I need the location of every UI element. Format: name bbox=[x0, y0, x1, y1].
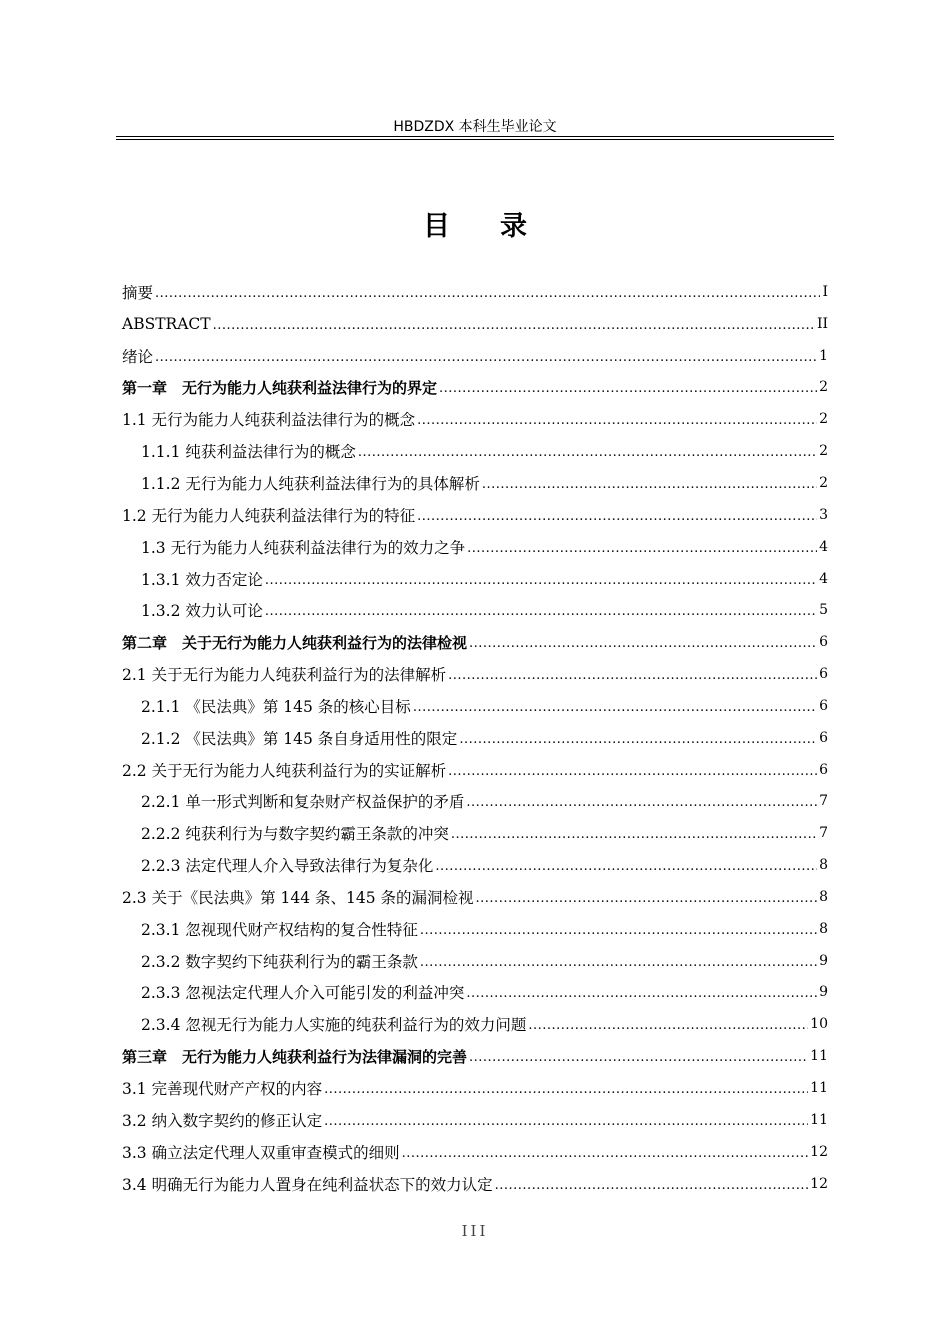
toc-entry-page: 3 bbox=[819, 506, 828, 523]
toc-leader-dots bbox=[402, 1143, 809, 1161]
toc-leader-dots bbox=[265, 570, 817, 588]
toc-leader-dots bbox=[448, 665, 817, 683]
toc-entry-label: ABSTRACT bbox=[122, 314, 211, 333]
toc-entry-page: 6 bbox=[819, 697, 828, 714]
toc-leader-dots bbox=[495, 1175, 809, 1193]
toc-entry-label: 1.1.1 纯获利益法律行为的概念 bbox=[141, 443, 356, 462]
toc-leader-dots bbox=[324, 1079, 808, 1097]
toc-entry[interactable] bbox=[122, 1136, 828, 1168]
toc-entry-label: 2.3 关于《民法典》第 144 条、145 条的漏洞检视 bbox=[122, 888, 474, 907]
toc-entry-page: 6 bbox=[819, 761, 828, 778]
toc-leader-dots bbox=[466, 983, 817, 1001]
toc-entry-page: 11 bbox=[810, 1111, 828, 1128]
toc-entry[interactable] bbox=[122, 340, 828, 372]
toc-entry[interactable] bbox=[122, 658, 828, 690]
toc-entry[interactable] bbox=[122, 372, 828, 404]
toc-entry[interactable] bbox=[122, 1104, 828, 1136]
toc-leader-dots bbox=[451, 824, 817, 842]
toc-entry-label: 2.1.2 《民法典》第 145 条自身适用性的限定 bbox=[141, 729, 458, 748]
toc-leader-dots bbox=[420, 952, 817, 970]
toc-entry-label: 2.1.1 《民法典》第 145 条的核心目标 bbox=[141, 697, 411, 716]
toc-entry-page: 11 bbox=[810, 1048, 828, 1065]
toc-leader-dots bbox=[467, 538, 817, 556]
toc-entry[interactable] bbox=[122, 626, 828, 658]
header-rule bbox=[116, 136, 834, 140]
footer-page-number: III bbox=[461, 1222, 489, 1240]
toc-entry-label: 1.2 无行为能力人纯获利益法律行为的特征 bbox=[122, 506, 416, 525]
toc-entry-page: 2 bbox=[819, 443, 828, 460]
toc-leader-dots bbox=[435, 856, 817, 874]
toc-leader-dots bbox=[448, 761, 817, 779]
toc-entry[interactable] bbox=[122, 977, 828, 1009]
toc-entry-page: 1 bbox=[819, 347, 828, 364]
toc-entry-page: 4 bbox=[819, 570, 828, 587]
toc-entry[interactable] bbox=[122, 849, 828, 881]
toc-entry-label: 2.2.1 单一形式判断和复杂财产权益保护的矛盾 bbox=[141, 793, 465, 812]
toc-entry-label: 2.1 关于无行为能力人纯获利益行为的法律解析 bbox=[122, 666, 447, 685]
toc-entry-label: 1.1 无行为能力人纯获利益法律行为的概念 bbox=[122, 411, 416, 430]
toc-entry-page: 2 bbox=[819, 379, 828, 396]
toc-entry-page: 5 bbox=[819, 602, 828, 619]
toc-entry-page: 4 bbox=[819, 538, 828, 555]
toc-entry-label: 摘要 bbox=[122, 283, 154, 302]
toc-entry[interactable] bbox=[122, 1072, 828, 1104]
toc-entry-label: 2.3.3 忽视法定代理人介入可能引发的利益冲突 bbox=[141, 984, 465, 1003]
toc-leader-dots bbox=[466, 792, 817, 810]
toc-entry-label: 2.2.3 法定代理人介入导致法律行为复杂化 bbox=[141, 857, 434, 876]
toc-entry[interactable] bbox=[122, 563, 828, 595]
toc-entry-label: 2.2 关于无行为能力人纯获利益行为的实证解析 bbox=[122, 761, 447, 780]
toc-leader-dots bbox=[324, 1111, 808, 1129]
toc-entry[interactable] bbox=[122, 435, 828, 467]
toc-entry-label: 2.3.1 忽视现代财产权结构的复合性特征 bbox=[141, 920, 418, 939]
toc-entry-page: 2 bbox=[819, 411, 828, 428]
toc-leader-dots bbox=[469, 633, 817, 651]
toc-leader-dots bbox=[155, 347, 817, 365]
toc-entry[interactable] bbox=[122, 276, 828, 308]
toc-entry-label: 2.3.4 忽视无行为能力人实施的纯获利益行为的效力问题 bbox=[141, 1016, 527, 1035]
toc-entry-page: 2 bbox=[819, 474, 828, 491]
toc-leader-dots bbox=[482, 474, 817, 492]
toc-entry[interactable] bbox=[122, 786, 828, 818]
toc-leader-dots bbox=[417, 410, 817, 428]
toc-entry[interactable] bbox=[122, 722, 828, 754]
toc-leader-dots bbox=[469, 1047, 808, 1065]
toc-entry-page: 7 bbox=[819, 793, 828, 810]
toc-entry-label: 3.4 明确无行为能力人置身在纯利益状态下的效力认定 bbox=[122, 1175, 493, 1194]
toc-entry[interactable] bbox=[122, 690, 828, 722]
toc-leader-dots bbox=[528, 1015, 808, 1033]
table-of-contents bbox=[122, 276, 828, 1199]
toc-entry-page: 9 bbox=[819, 952, 828, 969]
toc-entry-page: 6 bbox=[819, 729, 828, 746]
toc-entry-label: 第二章 关于无行为能力人纯获利益行为的法律检视 bbox=[122, 633, 468, 652]
toc-entry[interactable] bbox=[122, 945, 828, 977]
toc-entry[interactable] bbox=[122, 817, 828, 849]
toc-entry[interactable] bbox=[122, 308, 828, 340]
toc-entry-label: 绪论 bbox=[122, 347, 154, 366]
toc-entry[interactable] bbox=[122, 1008, 828, 1040]
toc-entry-page: 8 bbox=[819, 857, 828, 874]
toc-leader-dots bbox=[155, 283, 820, 301]
toc-entry-page: 7 bbox=[819, 825, 828, 842]
toc-entry-label: 第三章 无行为能力人纯获利益行为法律漏洞的完善 bbox=[122, 1047, 468, 1066]
toc-entry-page: 6 bbox=[819, 634, 828, 651]
toc-entry-page: 11 bbox=[810, 1080, 828, 1097]
toc-entry[interactable] bbox=[122, 499, 828, 531]
toc-leader-dots bbox=[459, 729, 817, 747]
toc-entry-page: 10 bbox=[810, 1016, 828, 1033]
toc-leader-dots bbox=[420, 920, 817, 938]
toc-leader-dots bbox=[213, 315, 815, 333]
toc-entry[interactable] bbox=[122, 531, 828, 563]
toc-title: 目录 bbox=[423, 211, 577, 242]
toc-entry[interactable] bbox=[122, 467, 828, 499]
toc-entry-label: 1.3 无行为能力人纯获利益法律行为的效力之争 bbox=[141, 538, 466, 557]
toc-entry-label: 3.3 确立法定代理人双重审查模式的细则 bbox=[122, 1143, 400, 1162]
toc-leader-dots bbox=[417, 506, 817, 524]
toc-entry-page: 9 bbox=[819, 984, 828, 1001]
toc-entry-page: 12 bbox=[810, 1175, 828, 1192]
toc-leader-dots bbox=[358, 442, 817, 460]
toc-leader-dots bbox=[476, 888, 818, 906]
toc-entry[interactable] bbox=[122, 1040, 828, 1072]
toc-entry[interactable] bbox=[122, 913, 828, 945]
toc-entry-page: 8 bbox=[819, 920, 828, 937]
toc-entry-page: II bbox=[816, 315, 828, 332]
toc-entry-page: 6 bbox=[819, 666, 828, 683]
toc-entry[interactable] bbox=[122, 594, 828, 626]
toc-entry[interactable] bbox=[122, 403, 828, 435]
toc-entry-label: 2.3.2 数字契约下纯获利行为的霸王条款 bbox=[141, 952, 418, 971]
toc-entry-label: 第一章 无行为能力人纯获利益法律行为的界定 bbox=[122, 378, 438, 397]
toc-entry[interactable] bbox=[122, 754, 828, 786]
toc-entry-label: 1.1.2 无行为能力人纯获利益法律行为的具体解析 bbox=[141, 474, 480, 493]
toc-entry-label: 3.1 完善现代财产产权的内容 bbox=[122, 1080, 323, 1099]
toc-leader-dots bbox=[265, 601, 817, 619]
toc-entry[interactable] bbox=[122, 1168, 828, 1200]
toc-entry-page: 8 bbox=[819, 888, 828, 905]
toc-entry-label: 1.3.1 效力否定论 bbox=[141, 570, 263, 589]
toc-leader-dots bbox=[439, 378, 817, 396]
toc-entry-page: I bbox=[822, 283, 828, 300]
toc-entry-label: 3.2 纳入数字契约的修正认定 bbox=[122, 1111, 323, 1130]
toc-leader-dots bbox=[413, 697, 817, 715]
running-header: HBDZDX 本科生毕业论文 bbox=[393, 119, 557, 135]
toc-entry[interactable] bbox=[122, 881, 828, 913]
toc-entry-label: 2.2.2 纯获利行为与数字契约霸王条款的冲突 bbox=[141, 825, 449, 844]
toc-entry-label: 1.3.2 效力认可论 bbox=[141, 602, 263, 621]
toc-entry-page: 12 bbox=[810, 1143, 828, 1160]
